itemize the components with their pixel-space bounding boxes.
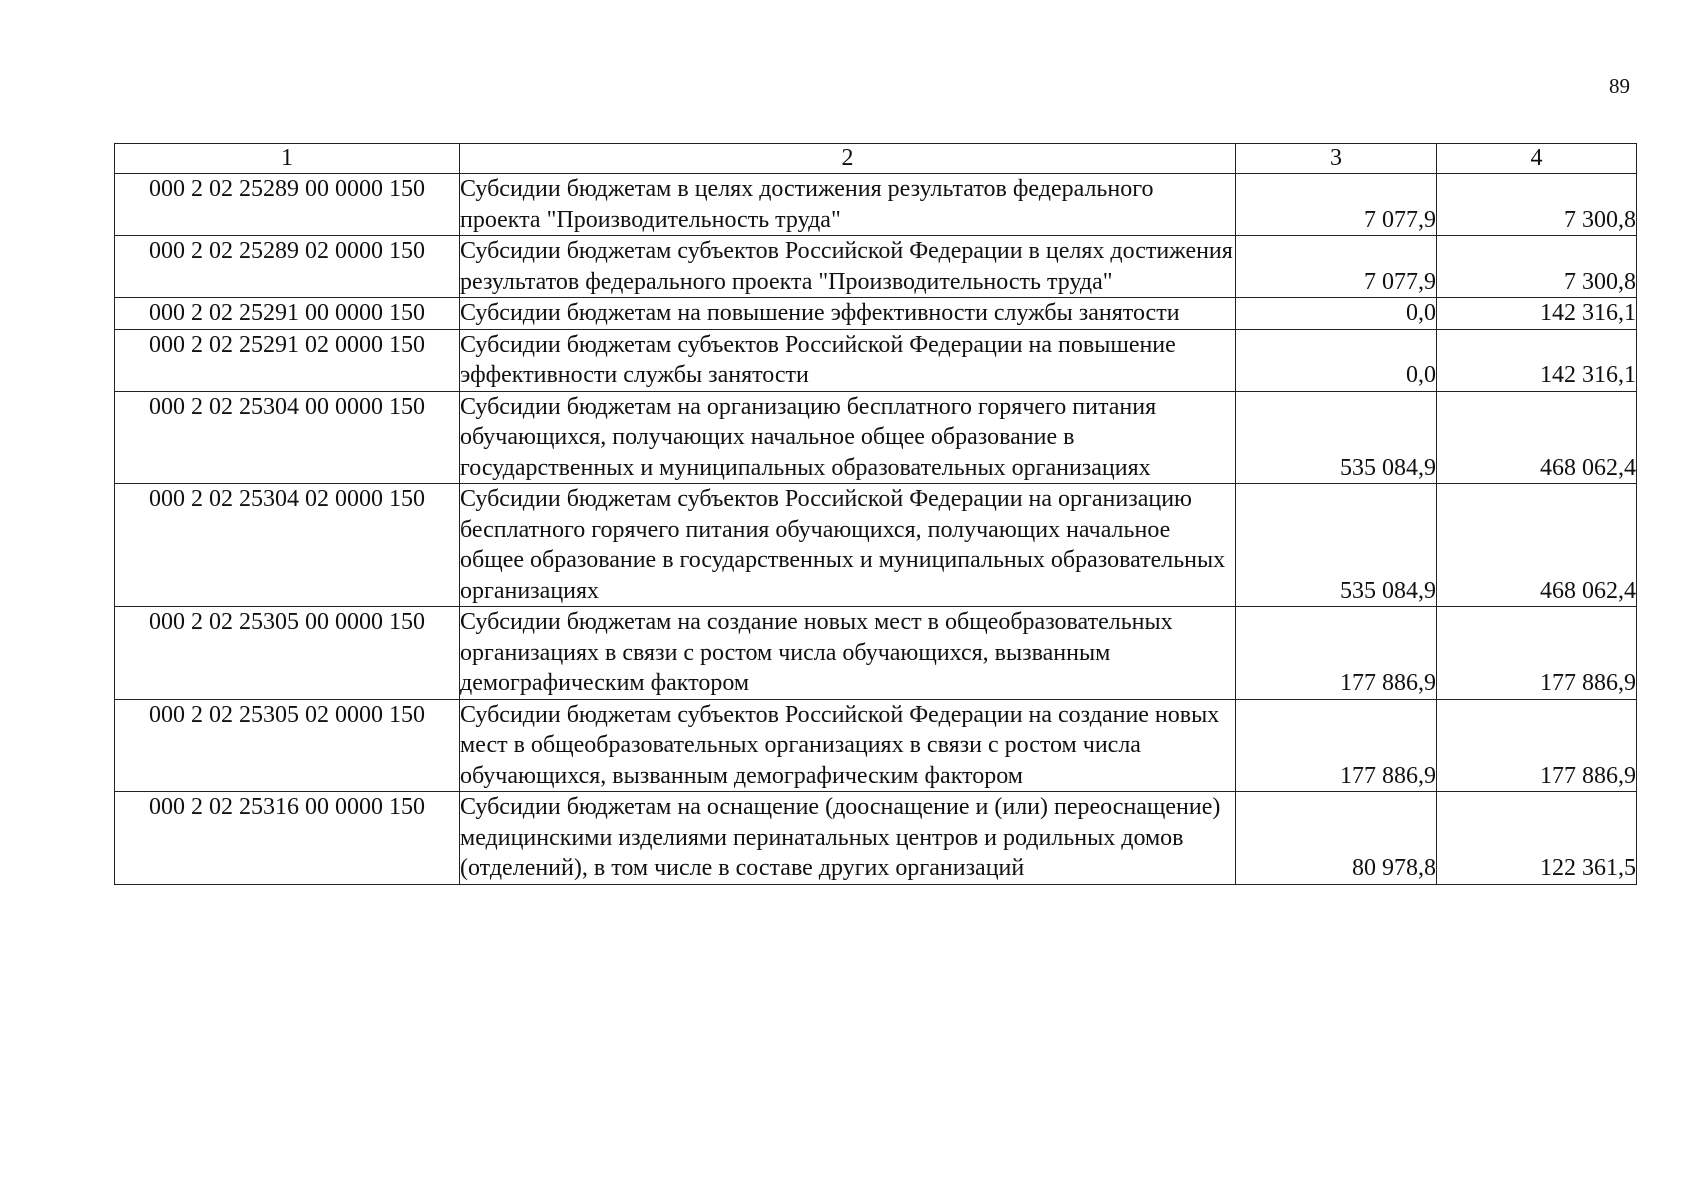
row-value-col3: 0,0 [1236,329,1437,391]
row-code: 000 2 02 25291 02 0000 150 [115,329,460,391]
row-code: 000 2 02 25289 00 0000 150 [115,174,460,236]
row-description: Субсидии бюджетам в целях достижения результатов федерального проекта "Производительность труда" [460,174,1236,236]
row-description: Субсидии бюджетам на организацию бесплатного горячего питания обучающихся, получающих начальное общее образование в государственных и муниципальных образовательных организациях [460,391,1236,484]
table-row [115,174,1637,236]
row-value-col3: 535 084,9 [1236,484,1437,607]
row-code: 000 2 02 25305 02 0000 150 [115,699,460,792]
column-header-2: 2 [460,144,1236,174]
row-description: Субсидии бюджетам на создание новых мест в общеобразовательных организациях в связи с ростом числа обучающихся, вызванным демографическим фактором [460,607,1236,700]
table-row [115,329,1637,391]
row-description: Субсидии бюджетам субъектов Российской Федерации в целях достижения результатов федерального проекта "Производительность труда" [460,236,1236,298]
row-value-col3: 535 084,9 [1236,391,1437,484]
row-value-col4: 142 316,1 [1437,298,1637,330]
table-header-row [115,144,1637,174]
budget-table [114,143,1637,885]
column-header-3: 3 [1236,144,1437,174]
row-value-col3: 7 077,9 [1236,236,1437,298]
row-code: 000 2 02 25289 02 0000 150 [115,236,460,298]
row-code: 000 2 02 25305 00 0000 150 [115,607,460,700]
row-value-col4: 468 062,4 [1437,484,1637,607]
row-value-col3: 80 978,8 [1236,792,1437,885]
row-value-col4: 468 062,4 [1437,391,1637,484]
table-row [115,236,1637,298]
row-value-col3: 177 886,9 [1236,699,1437,792]
row-value-col4: 7 300,8 [1437,236,1637,298]
row-description: Субсидии бюджетам субъектов Российской Федерации на повышение эффективности службы занятости [460,329,1236,391]
row-value-col4: 122 361,5 [1437,792,1637,885]
row-description: Субсидии бюджетам субъектов Российской Федерации на создание новых мест в общеобразовательных организациях в связи с ростом числа обучающихся, вызванным демографическим фактором [460,699,1236,792]
table-row [115,391,1637,484]
row-value-col4: 7 300,8 [1437,174,1637,236]
table-row [115,484,1637,607]
row-code: 000 2 02 25304 00 0000 150 [115,391,460,484]
table-row [115,298,1637,330]
row-description: Субсидии бюджетам на оснащение (дооснащение и (или) переоснащение) медицинскими изделиями перинатальных центров и родильных домов (отделений), в том числе в составе других организаций [460,792,1236,885]
row-value-col4: 142 316,1 [1437,329,1637,391]
row-value-col4: 177 886,9 [1437,607,1637,700]
page-number: 89 [1609,74,1630,98]
row-description: Субсидии бюджетам субъектов Российской Федерации на организацию бесплатного горячего питания обучающихся, получающих начальное общее образование в государственных и муниципальных образовательных организациях [460,484,1236,607]
table-row [115,607,1637,700]
table-row [115,699,1637,792]
row-code: 000 2 02 25304 02 0000 150 [115,484,460,607]
row-value-col4: 177 886,9 [1437,699,1637,792]
row-value-col3: 7 077,9 [1236,174,1437,236]
row-code: 000 2 02 25291 00 0000 150 [115,298,460,330]
row-code: 000 2 02 25316 00 0000 150 [115,792,460,885]
column-header-1: 1 [115,144,460,174]
column-header-4: 4 [1437,144,1637,174]
row-description: Субсидии бюджетам на повышение эффективности службы занятости [460,298,1236,330]
row-value-col3: 0,0 [1236,298,1437,330]
table-row [115,792,1637,885]
row-value-col3: 177 886,9 [1236,607,1437,700]
